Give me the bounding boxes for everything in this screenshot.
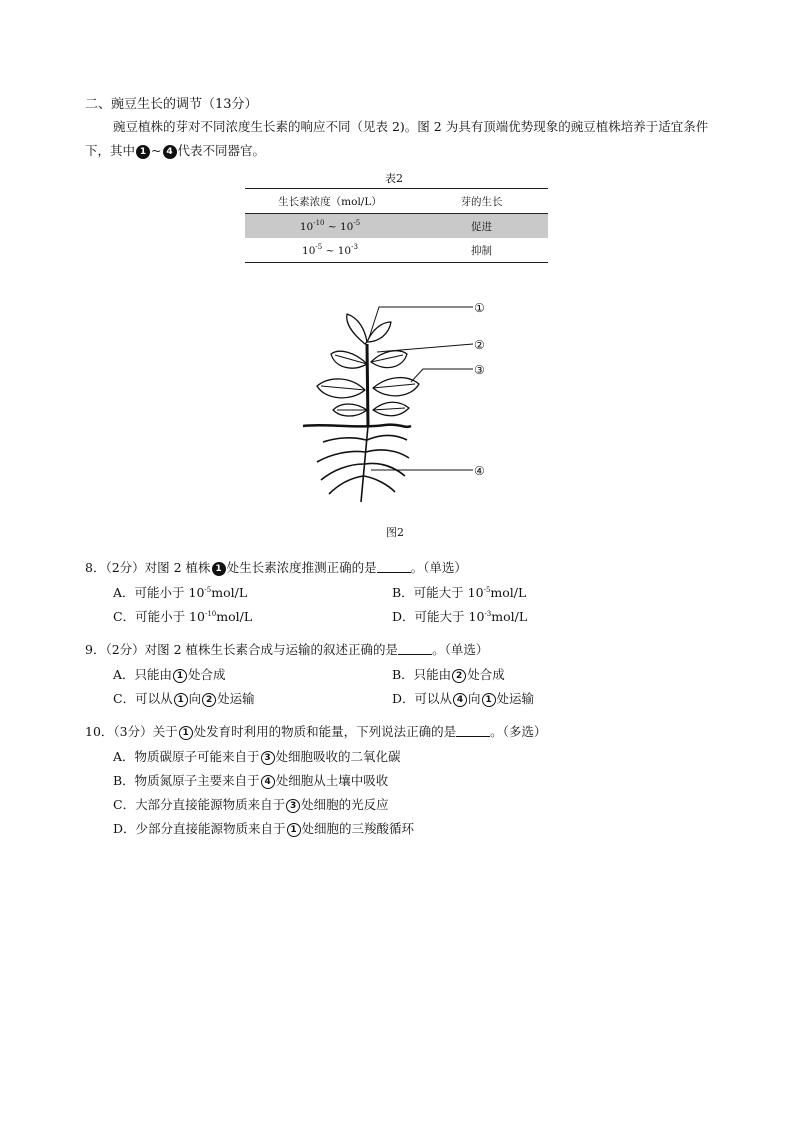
intro-text-c: 代表不同器官。 bbox=[177, 143, 266, 158]
figure-label-2: ② bbox=[474, 338, 485, 352]
table-cell-effect: 抑制 bbox=[471, 244, 492, 257]
question-10-stem: 10．（3分）关于 1 处发育时利用的物质和能量，下列说法正确的是 。（多选） bbox=[85, 724, 547, 739]
marker-1: 1 bbox=[482, 693, 496, 707]
section-intro bbox=[85, 115, 715, 163]
answer-blank[interactable] bbox=[377, 561, 411, 573]
question-9-option-b[interactable]: B．只能由 2 处合成 bbox=[392, 667, 505, 682]
leaf-mid-right bbox=[371, 351, 407, 368]
figure-caption: 图2 bbox=[386, 526, 404, 539]
question-10-option-a[interactable]: A．物质碳原子可能来自于 3 处细胞吸收的二氧化碳 bbox=[113, 749, 401, 764]
question-8-option-c[interactable]: C．可能小于 $10^{-10}mol/L$ bbox=[113, 609, 253, 624]
question-8-option-a[interactable]: A．可能小于 $10^{-5}mol/L$ bbox=[113, 585, 248, 600]
marker-4: 4 bbox=[261, 775, 275, 789]
table-cell-concentration: $10^{-5}$ ~ $10^{-3}$ bbox=[302, 243, 358, 257]
leaf-mid-left bbox=[331, 351, 367, 368]
marker-3: 3 bbox=[286, 799, 300, 813]
question-9-option-d[interactable]: D．可以从 4 向 1 处运输 bbox=[392, 691, 535, 706]
table-caption: 表2 bbox=[385, 172, 403, 185]
marker-2: 2 bbox=[452, 669, 466, 683]
marker-4: 4 bbox=[163, 145, 177, 159]
leaf-low-left bbox=[317, 379, 365, 398]
question-9-option-a[interactable]: A．只能由 1 处合成 bbox=[113, 667, 226, 682]
intro-text-b: ~ bbox=[151, 143, 162, 158]
marker-1: 1 bbox=[287, 823, 301, 837]
answer-blank[interactable] bbox=[456, 725, 490, 737]
root-system bbox=[317, 426, 409, 502]
question-9-option-c[interactable]: C．可以从 1 向 2 处运输 bbox=[113, 691, 255, 706]
table-row bbox=[245, 238, 548, 263]
marker-1: 1 bbox=[173, 669, 187, 683]
table-cell-concentration: $10^{-10}$ ~ $10^{-5}$ bbox=[245, 214, 415, 239]
apical-leaf-left bbox=[347, 314, 367, 344]
stem bbox=[367, 344, 368, 426]
marker-1: 1 bbox=[212, 562, 226, 576]
table-row bbox=[245, 214, 548, 239]
question-10-option-d[interactable]: D．少部分直接能源物质来自于 1 处细胞的三羧酸循环 bbox=[113, 821, 415, 836]
question-8-stem: 8．（2分）对图 2 植株 1 处生长素浓度推测正确的是 。（单选） bbox=[85, 560, 467, 575]
question-8-option-d[interactable]: D．可能大于 $10^{-3}mol/L$ bbox=[392, 609, 528, 624]
marker-1: 1 bbox=[179, 726, 193, 740]
section-title: 二、豌豆生长的调节（13分） bbox=[85, 97, 258, 112]
figure-label-3: ③ bbox=[474, 363, 485, 377]
marker-1: 1 bbox=[136, 145, 150, 159]
marker-2: 2 bbox=[202, 693, 216, 707]
marker-4: 4 bbox=[453, 693, 467, 707]
marker-1: 1 bbox=[174, 693, 188, 707]
intro-text-a: 豌豆植株的芽对不同浓度生长素的响应不同（见表 2)。图 2 为具有顶端优势现象的豌豆植株培养于适宜条件下，其中 bbox=[85, 119, 709, 158]
table-header-effect: 芽的生长 bbox=[415, 189, 548, 214]
question-10-option-b[interactable]: B．物质氮原子主要来自于 4 处细胞从土壤中吸收 bbox=[113, 773, 389, 788]
answer-blank[interactable] bbox=[398, 643, 432, 655]
auxin-table bbox=[245, 188, 548, 263]
question-8-option-b[interactable]: B．可能大于 $10^{-5}mol/L$ bbox=[392, 585, 527, 600]
question-10-option-c[interactable]: C．大部分直接能源物质来自于 3 处细胞的光反应 bbox=[113, 797, 389, 812]
pea-plant-figure bbox=[295, 292, 505, 514]
marker-3: 3 bbox=[261, 751, 275, 765]
table-cell-effect: 促进 bbox=[415, 214, 548, 239]
table-header-concentration: 生长素浓度（mol/L） bbox=[245, 189, 415, 214]
figure-label-4: ④ bbox=[474, 464, 485, 478]
soil-line bbox=[303, 425, 411, 427]
question-9-stem: 9．（2分）对图 2 植株生长素合成与运输的叙述正确的是 。（单选） bbox=[85, 642, 489, 657]
figure-label-1: ① bbox=[474, 301, 485, 315]
